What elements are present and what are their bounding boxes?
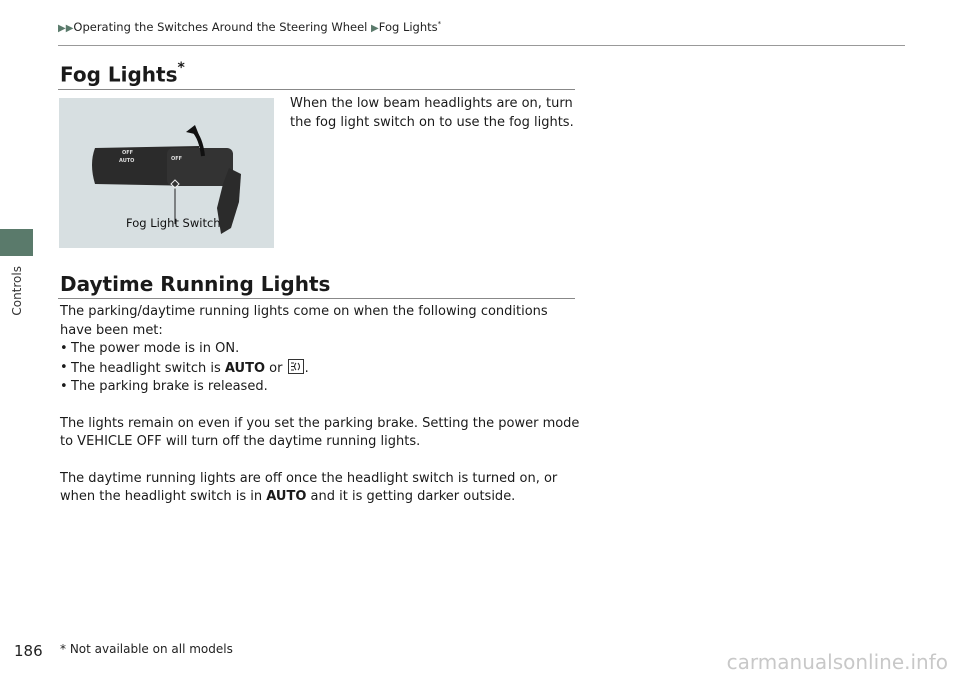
section-divider xyxy=(58,298,575,299)
drl-intro: The parking/daytime running lights come on when the following conditions have been met: xyxy=(60,304,548,338)
stalk-label-off: OFF xyxy=(122,150,134,156)
breadcrumb-parent[interactable]: Operating the Switches Around the Steering Wheel xyxy=(73,20,368,34)
fog-lights-text: When the low beam headlights are on, turn the fog light switch on to use the fog lights. xyxy=(290,96,574,130)
drl-body xyxy=(60,303,580,507)
drl-paragraph-2: The lights remain on even if you set the parking brake. Setting the power mode to VEHICLE OFF will turn off the daytime running lights. xyxy=(60,415,580,449)
page-number: 186 xyxy=(14,642,43,660)
breadcrumb-arrow-icon: ▶ xyxy=(371,23,379,34)
drl-paragraph-3: The daytime running lights are off once the headlight switch is turned on, or when the headlight switch is in AUTO and it is getting darker outside. xyxy=(60,470,558,504)
stalk-label-off2: OFF xyxy=(171,156,183,162)
breadcrumb xyxy=(58,20,441,34)
section-divider xyxy=(58,89,575,90)
section-tab xyxy=(0,229,33,256)
list-item: • The parking brake is released. xyxy=(60,378,580,397)
fog-light-symbol-icon xyxy=(288,359,304,374)
breadcrumb-current[interactable]: Fog Lights xyxy=(378,20,438,34)
fog-light-switch-figure xyxy=(59,98,274,248)
watermark: carmanualsonline.info xyxy=(726,650,948,674)
header-divider xyxy=(58,45,905,46)
list-item: • The headlight switch is AUTO or . xyxy=(60,359,580,379)
breadcrumb-asterisk: * xyxy=(437,20,442,29)
condition-list xyxy=(60,340,580,397)
fog-lights-heading: Fog Lights* xyxy=(60,60,185,87)
figure-caption: Fog Light Switch xyxy=(126,216,221,230)
section-label: Controls xyxy=(10,266,24,316)
stalk-label-auto: AUTO xyxy=(119,158,135,164)
drl-heading: Daytime Running Lights xyxy=(60,272,331,296)
breadcrumb-arrow-icon: ▶▶ xyxy=(58,23,74,34)
footnote: * Not available on all models xyxy=(60,642,233,656)
list-item: • The power mode is in ON. xyxy=(60,340,580,359)
